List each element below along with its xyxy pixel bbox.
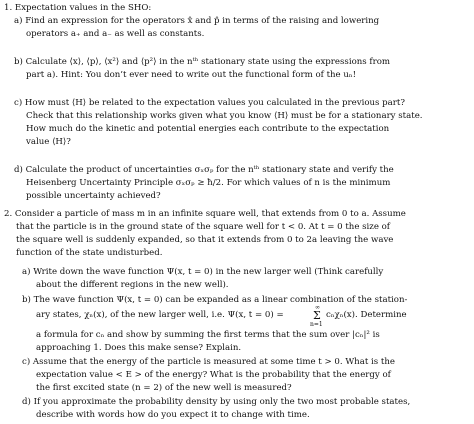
sum-lower-limit: n=1 [310, 321, 323, 328]
problem-1a-line-1: a) Find an expression for the operators x̂ and p̂ in terms of the raising and lowering [14, 16, 380, 26]
problem-2a-line-2: about the different regions in the new well). [36, 280, 229, 290]
problem-1d-line-3: possible uncertainty achieved? [26, 191, 161, 201]
problem-2b-line-3: a formula for cₙ and show by summing the first terms that the sum over |cₙ|² is [36, 330, 380, 340]
problem-2c-line-1: c) Assume that the energy of the particle is measured at some time t > 0. What is the [22, 357, 395, 367]
problem-1c-line-4: value ⟨H⟩? [26, 137, 71, 147]
problem-2d-line-2: describe with words how do you expect it to change with time. [36, 410, 310, 420]
problem-1-title: 1. Expectation values in the SHO: [4, 3, 152, 13]
problem-1d-line-1: d) Calculate the product of uncertainties σₓσₚ for the nᵗʰ stationary state and verify the [14, 165, 394, 175]
problem-2b-line-2a: ary states, χₙ(x), of the new larger well, i.e. Ψ(x, t = 0) = [36, 310, 284, 320]
problem-1c-line-1: c) How must ⟨H⟩ be related to the expectation values you calculated in the previous part? [14, 98, 405, 108]
problem-1b-line-1: b) Calculate ⟨x⟩, ⟨p⟩, ⟨x²⟩ and ⟨p²⟩ in the nᵗʰ stationary state using the expressions from [14, 57, 391, 67]
problem-2c-line-2: expectation value < E > of the energy? What is the probability that the energy of [36, 370, 391, 380]
problem-1c-line-2: Check that this relationship works given what you know ⟨H⟩ must be for a stationary state. [26, 111, 423, 121]
problem-2-intro-line-2: that the particle is in the ground state of the square well for t < 0. At t = 0 the size of [16, 222, 390, 232]
problem-2d-line-1: d) If you approximate the probability density by using only the two most probable states, [22, 397, 411, 407]
sum-upper-limit: ∞ [315, 304, 320, 311]
problem-2b-line-2b: cₙχₙ(x). Determine [326, 310, 407, 320]
problem-2a-line-1: a) Write down the wave function Ψ(x, t = 0) in the new larger well (Think carefully [22, 267, 384, 277]
problem-1b-line-2: part a). Hint: You don’t ever need to write out the functional form of the uₙ! [26, 70, 357, 80]
problem-2-intro-line-3: the square well is suddenly expanded, so that it extends from 0 to 2a leaving the wave [16, 235, 394, 245]
problem-1d-line-2: Heisenberg Uncertainty Principle σₓσₚ ≥ ħ/2. For which values of n is the minimum [26, 178, 391, 188]
problem-2-intro-line-1: 2. Consider a particle of mass m in an infinite square well, that extends from 0 to a. Assume [4, 209, 406, 219]
problem-1a-line-2: operators a₊ and a₋ as well as constants. [26, 29, 205, 39]
problem-2-intro-line-4: function of the state undisturbed. [16, 248, 163, 258]
problem-1c-line-3: How much do the kinetic and potential energies each contribute to the expectation [26, 124, 390, 134]
sum-symbol: Σ [313, 309, 321, 322]
problem-2c-line-3: the first excited state (n = 2) of the new well is measured? [36, 383, 292, 393]
problem-2b-line-4: approaching 1. Does this make sense? Explain. [36, 343, 242, 353]
problem-2b-line-1: b) The wave function Ψ(x, t = 0) can be expanded as a linear combination of the station- [22, 295, 408, 305]
